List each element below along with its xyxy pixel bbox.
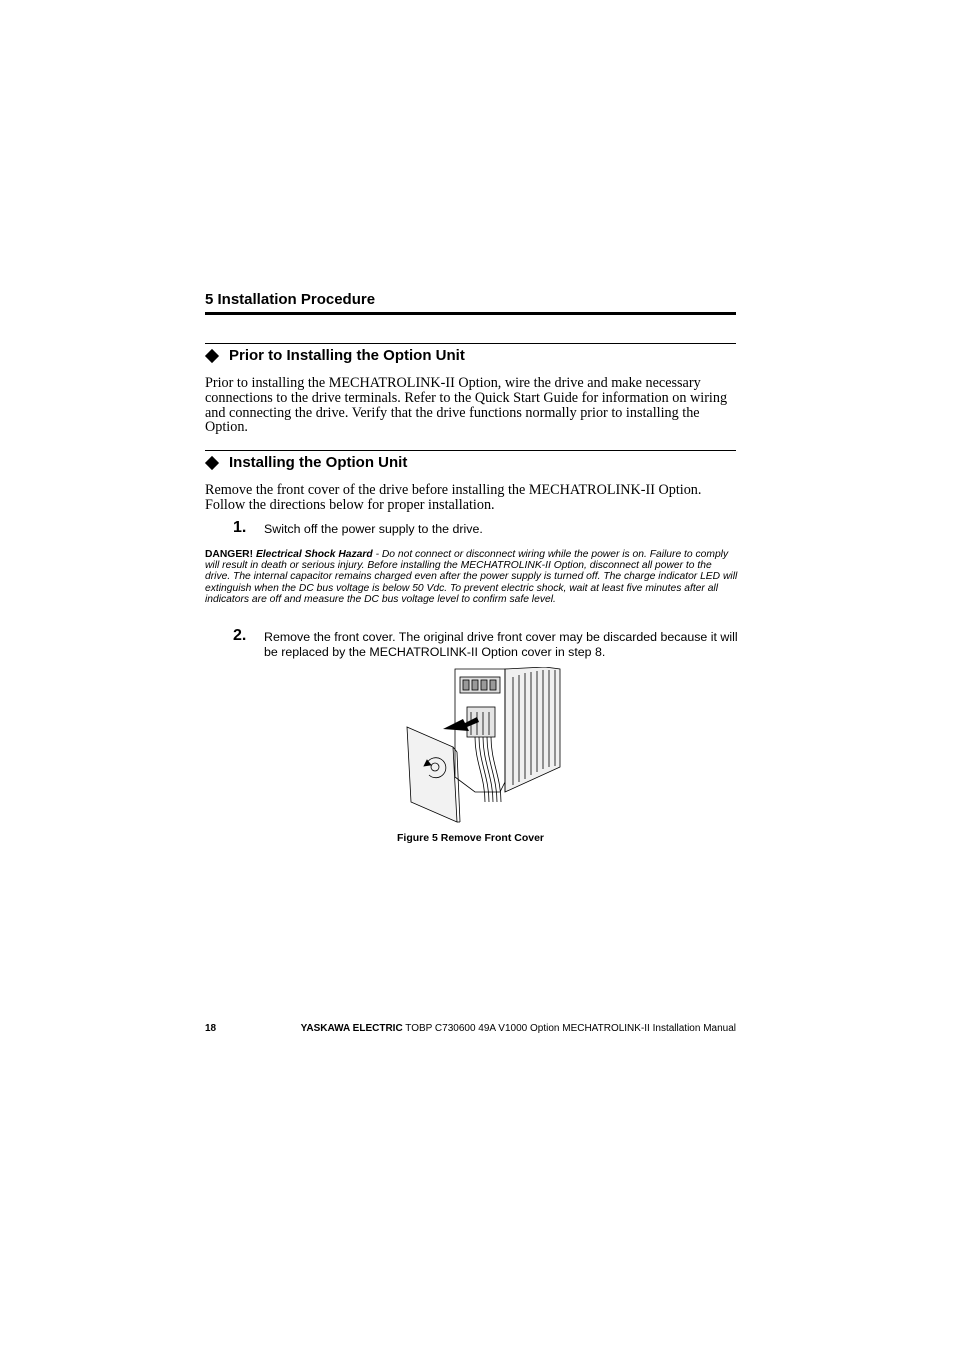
page-number: 18 bbox=[205, 1023, 217, 1034]
step-text: Remove the front cover. The original drive front cover may be discarded because it will be replaced by the MECHATROLINK-II Option cover in step 8. bbox=[264, 630, 738, 659]
section-body: Prior to installing the MECHATROLINK-II Option, wire the drive and make necessary connections to the drive terminals. Refer to the Quick Start Guide for information on wiring and connecting the drive. Verify that the drive functions normally prior to installing the Option. bbox=[205, 375, 728, 436]
step-number: 1. bbox=[233, 519, 247, 536]
step-number: 2. bbox=[233, 627, 247, 644]
section-heading bbox=[205, 347, 465, 364]
footer-title: TOBP C730600 49A V1000 Option MECHATROLINK-II Installation Manual bbox=[402, 1023, 736, 1034]
remove-front-cover-illustration bbox=[405, 667, 565, 827]
section-body: Remove the front cover of the drive before installing the MECHATROLINK-II Option. Follow the directions below for proper installation. bbox=[205, 482, 702, 513]
chapter-rule bbox=[205, 312, 736, 315]
diamond-bullet-icon bbox=[205, 348, 219, 362]
footer-brand: YASKAWA ELECTRIC bbox=[300, 1023, 403, 1034]
danger-label: DANGER! bbox=[205, 549, 254, 560]
footer-document bbox=[301, 1023, 736, 1034]
danger-hazard: Electrical Shock Hazard bbox=[255, 549, 373, 560]
chapter-title: 5 Installation Procedure bbox=[205, 291, 376, 308]
section-rule bbox=[205, 343, 736, 344]
section-heading bbox=[205, 454, 407, 471]
danger-text: - Do not connect or disconnect wiring while the power is on. Failure to comply will result in death or serious injury. Before installing the MECHATROLINK-II Option, disconnect all power to the drive. The internal capacitor remains charged even after the power supply is turned off. The charge indicator LED will extinguish when the DC bus voltage is below 50 Vdc. To prevent electric shock, wait at least five minutes after all indicators are off and measure the DC bus voltage level to confirm safe level. bbox=[205, 549, 738, 605]
section-title: Installing the Option Unit bbox=[229, 454, 408, 471]
section-rule bbox=[205, 450, 736, 451]
diamond-bullet-icon bbox=[205, 455, 219, 469]
step-text: Switch off the power supply to the drive. bbox=[264, 522, 483, 536]
figure-caption: Figure 5 Remove Front Cover bbox=[396, 832, 545, 844]
danger-notice bbox=[205, 549, 738, 605]
section-title: Prior to Installing the Option Unit bbox=[229, 347, 465, 364]
